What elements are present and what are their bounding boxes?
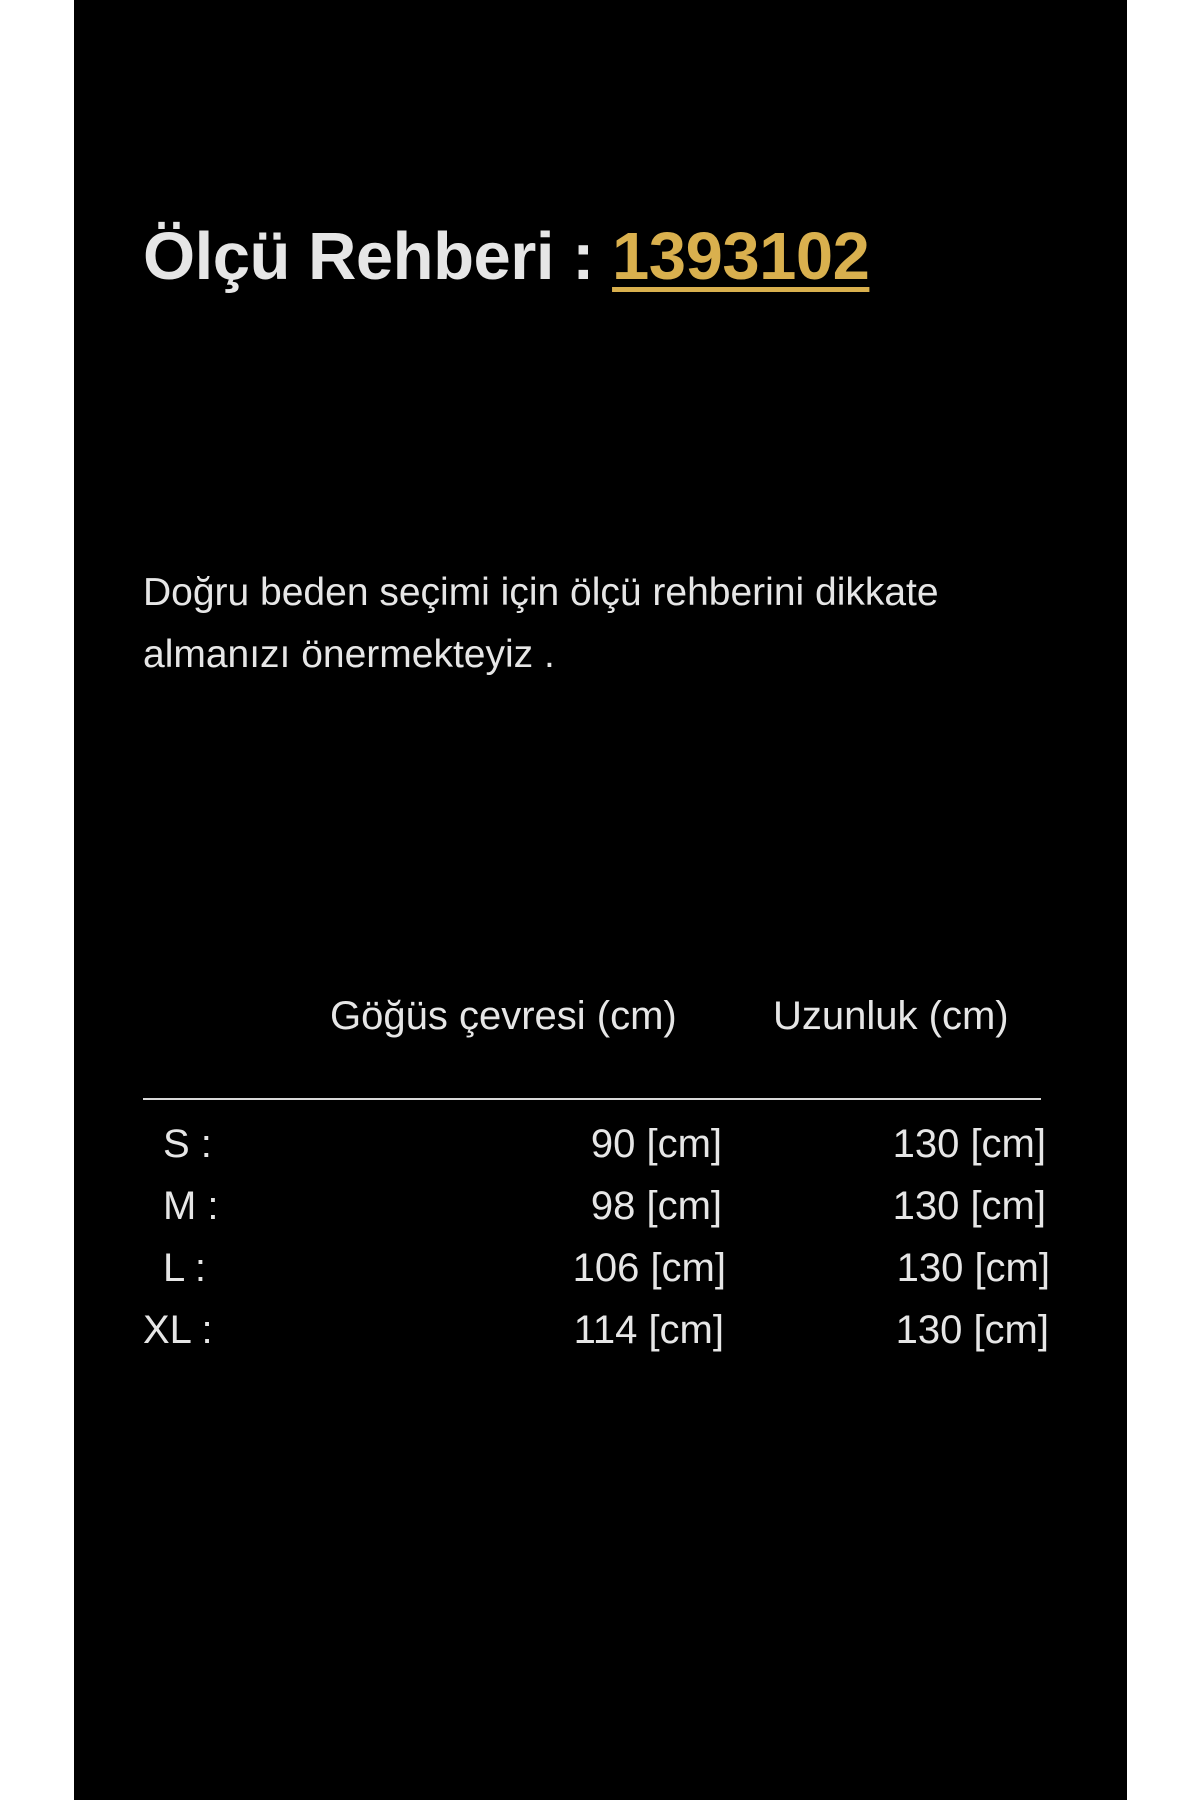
intro-text: Doğru beden seçimi için ölçü rehberini dikkate almanızı önermekteyiz . — [143, 571, 939, 676]
title-label: Ölçü Rehberi : — [143, 219, 594, 294]
chest-value: 98 [cm] — [590, 1184, 722, 1228]
length-value: 130 [cm] — [892, 1122, 1046, 1166]
table-row-l — [0, 1246, 1200, 1308]
column-header-chest: Göğüs çevresi (cm) — [330, 994, 677, 1038]
length-value: 130 [cm] — [892, 1184, 1046, 1228]
size-label: XL : — [143, 1308, 213, 1352]
table-row-s — [0, 1122, 1200, 1184]
size-label: S : — [163, 1122, 212, 1166]
chest-value: 114 [cm] — [573, 1308, 724, 1352]
page-title — [143, 218, 869, 295]
chest-value: 106 [cm] — [572, 1246, 726, 1290]
length-value: 130 [cm] — [895, 1308, 1049, 1352]
size-label: L : — [163, 1246, 206, 1290]
size-label: M : — [163, 1184, 219, 1228]
product-code-link[interactable]: 1393102 — [612, 219, 870, 294]
chest-value: 90 [cm] — [590, 1122, 722, 1166]
table-divider — [143, 1098, 1041, 1100]
column-header-length: Uzunluk (cm) — [773, 994, 1009, 1038]
table-row-m — [0, 1184, 1200, 1246]
table-row-xl — [0, 1308, 1200, 1370]
length-value: 130 [cm] — [896, 1246, 1050, 1290]
